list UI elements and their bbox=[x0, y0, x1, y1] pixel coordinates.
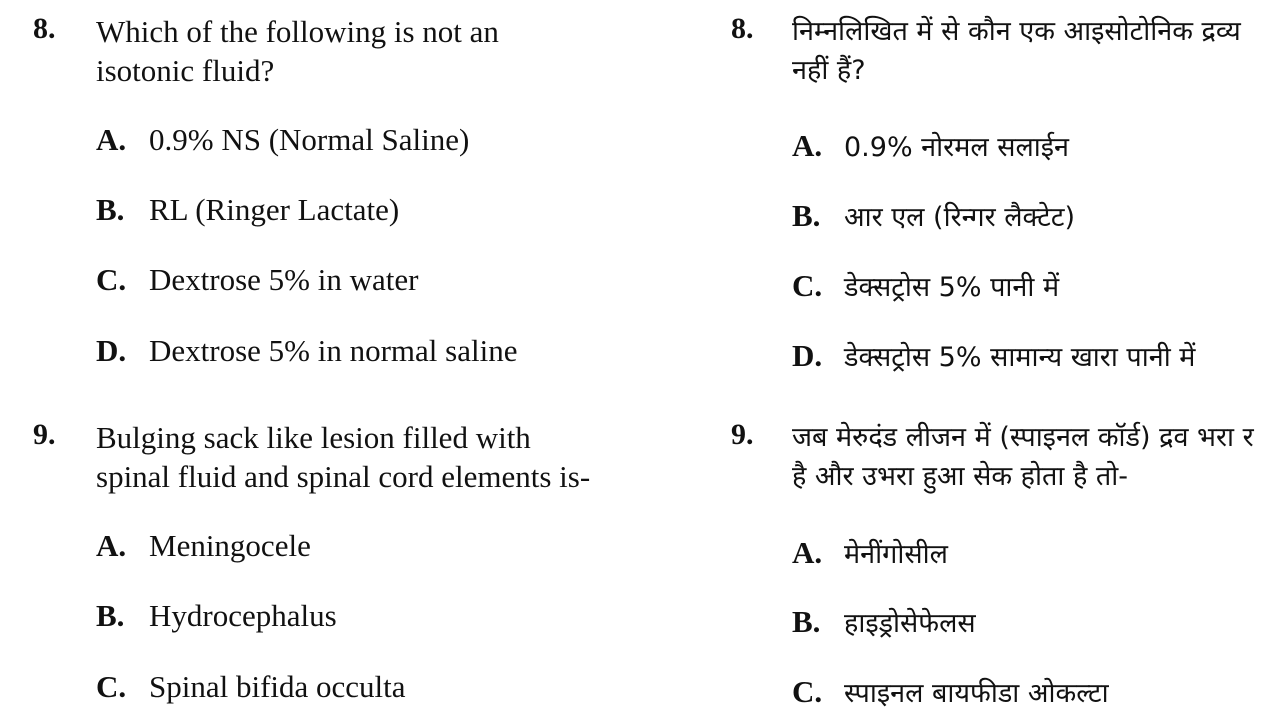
option-letter: A. bbox=[792, 128, 823, 163]
option-text: मेनींगोसील bbox=[844, 539, 948, 570]
question-8-text bbox=[96, 12, 499, 90]
option-text: Dextrose 5% in normal saline bbox=[149, 333, 518, 368]
option-letter: C. bbox=[96, 669, 127, 704]
option-text: RL (Ringer Lactate) bbox=[149, 192, 400, 227]
question-8-option-b[interactable] bbox=[96, 194, 399, 225]
question-text-line: निम्नलिखित में से कौन एक आइसोटोनिक द्रव्य bbox=[792, 16, 1241, 47]
question-text-line: नहीं हैं? bbox=[792, 55, 866, 86]
option-letter: D. bbox=[96, 333, 127, 368]
option-text: Hydrocephalus bbox=[149, 598, 337, 633]
option-text: स्पाइनल बायफीडा ओकल्टा bbox=[844, 678, 1109, 709]
option-text: Meningocele bbox=[149, 528, 311, 563]
option-letter: B. bbox=[96, 192, 125, 227]
option-text: 0.9% NS (Normal Saline) bbox=[149, 122, 470, 157]
option-text: डेक्सट्रोस 5% पानी में bbox=[844, 272, 1060, 303]
question-9-option-b[interactable] bbox=[792, 606, 976, 637]
question-9-number: 9. bbox=[731, 418, 754, 451]
question-8-option-d[interactable] bbox=[792, 340, 1195, 371]
option-text: हाइड्रोसेफेलस bbox=[844, 608, 976, 639]
hindi-column bbox=[700, 0, 1280, 720]
question-9-option-c[interactable] bbox=[96, 671, 406, 702]
question-9-text bbox=[96, 418, 590, 496]
question-text-line: जब मेरुदंड लीजन में (स्पाइनल कॉर्ड) द्रव भरा र bbox=[792, 422, 1254, 453]
question-text-line: Bulging sack like lesion filled with bbox=[96, 420, 531, 455]
question-8-text bbox=[792, 12, 1241, 90]
question-8-number: 8. bbox=[33, 12, 56, 45]
question-text-line: spinal fluid and spinal cord elements is- bbox=[96, 459, 591, 494]
option-text: आर एल (रिन्गर लैक्टेट) bbox=[844, 202, 1075, 233]
question-text-line: है और उभरा हुआ सेक होता है तो- bbox=[792, 461, 1128, 492]
option-letter: B. bbox=[792, 198, 821, 233]
option-letter: B. bbox=[96, 598, 125, 633]
option-letter: A. bbox=[96, 122, 127, 157]
question-text-line: isotonic fluid? bbox=[96, 53, 275, 88]
question-text-line: Which of the following is not an bbox=[96, 14, 499, 49]
question-8-number: 8. bbox=[731, 12, 754, 45]
option-text: Spinal bifida occulta bbox=[149, 669, 406, 704]
option-letter: D. bbox=[792, 338, 823, 373]
question-8-option-a[interactable] bbox=[792, 130, 1069, 161]
question-9-option-c[interactable] bbox=[792, 676, 1109, 707]
question-9-text bbox=[792, 418, 1254, 496]
question-9-option-a[interactable] bbox=[792, 537, 948, 568]
question-8-option-c[interactable] bbox=[792, 270, 1059, 301]
question-9-option-a[interactable] bbox=[96, 530, 311, 561]
question-9-number: 9. bbox=[33, 418, 56, 451]
question-8-option-d[interactable] bbox=[96, 335, 517, 366]
option-text: Dextrose 5% in water bbox=[149, 262, 419, 297]
option-text: 0.9% नोरमल सलाईन bbox=[844, 132, 1070, 163]
question-9-option-b[interactable] bbox=[96, 600, 337, 631]
option-text: डेक्सट्रोस 5% सामान्य खारा पानी में bbox=[844, 342, 1196, 373]
question-8-option-a[interactable] bbox=[96, 124, 469, 155]
option-letter: A. bbox=[792, 535, 823, 570]
option-letter: C. bbox=[792, 674, 823, 709]
question-8-option-b[interactable] bbox=[792, 200, 1075, 231]
option-letter: A. bbox=[96, 528, 127, 563]
option-letter: B. bbox=[792, 604, 821, 639]
option-letter: C. bbox=[792, 268, 823, 303]
question-8-option-c[interactable] bbox=[96, 264, 418, 295]
option-letter: C. bbox=[96, 262, 127, 297]
